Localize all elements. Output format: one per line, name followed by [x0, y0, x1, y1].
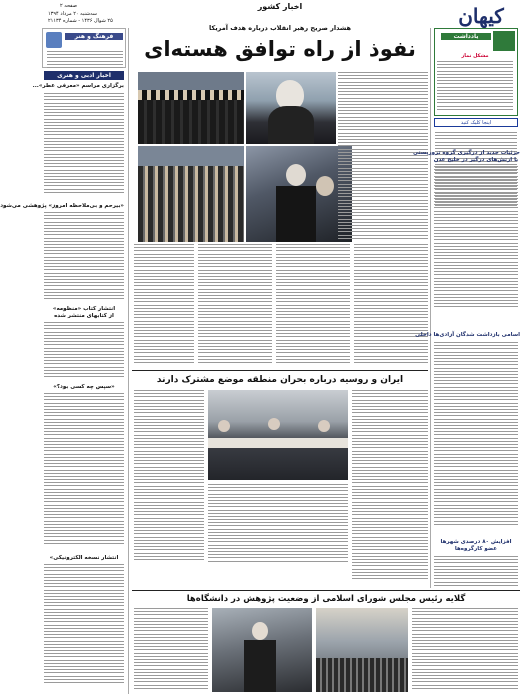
conference-hall-photo: [316, 608, 408, 692]
right-headline-5: عضو کارگروه‌ها: [454, 546, 498, 552]
date-line: سه‌شنبه ۲۰ مرداد ۱۳۹۴: [48, 11, 97, 17]
right-headline-4: افزایش ۸۰ درصدی شهرها: [440, 539, 512, 545]
gift-icon: [46, 32, 62, 48]
issue-line: ۲۵ شوال ۱۴۳۶ - شماره ۲۱۱۳۴: [48, 18, 113, 24]
right-headline-2: با ارتش‌های درگیر در خلیج عدن: [433, 157, 519, 163]
left-section-title: اخبار ادبی و هنری: [44, 71, 124, 80]
meeting-crowd-photo: [138, 146, 244, 242]
right-headline-3: اسامی بازداشت شدگان آزادی‌ها داخلی: [415, 332, 520, 338]
logo: [448, 2, 514, 30]
leader-portrait-photo: [246, 72, 336, 144]
left-headline-4: از کتابهای منتشر شده: [54, 313, 114, 319]
crowd-women-photo: [138, 72, 244, 144]
left-headline-6: انتشار نسخه الکترونیکی»: [49, 555, 119, 561]
note-link[interactable]: اینجا کلیک کنید: [434, 118, 518, 127]
left-box: [42, 28, 126, 68]
left-headline-1: برگزاری مراسم «معرفی عطر»...: [32, 83, 124, 89]
page-number: صفحه ۲: [60, 3, 77, 9]
iran-russia-headline: ایران و روسیه درباره بحران منطقه موضع مشترک دارند: [156, 375, 404, 385]
iran-russia-meeting-photo: [208, 390, 348, 480]
bottom-headline: گلایه رئیس مجلس شورای اسلامی از وضعیت پژوهش در دانشگاه‌ها: [186, 594, 466, 604]
lead-kicker: هشدار صریح رهبر انقلاب درباره هدف آمریکا: [209, 24, 351, 32]
leader-greeting-photo: [246, 146, 352, 242]
logo-text: کیهان: [458, 4, 504, 28]
parliament-speaker-photo: [212, 608, 312, 692]
right-headline-1: جزئیات جدید از درگیری گروه تروریستی: [412, 150, 520, 156]
left-headline-3: انتشار کتاب «منظومه»: [52, 306, 116, 312]
left-box-title: فرهنگ و هنر: [65, 33, 123, 40]
lead-headline: نفوذ از راه توافق هسته‌ای: [144, 37, 416, 61]
note-box-subtitle: مشکل نماز: [461, 53, 489, 59]
left-headline-2: «بیرحم و بی‌ملاحظه امروز» پژوهشی می‌شود: [0, 203, 124, 209]
note-box-title: یادداشت: [441, 33, 491, 40]
section-title: اخبار کشور: [257, 2, 303, 11]
green-emblem-icon: [493, 31, 515, 51]
left-headline-5: «سپس چه کسی بود؟»: [53, 384, 115, 390]
right-note-box: [434, 28, 518, 116]
